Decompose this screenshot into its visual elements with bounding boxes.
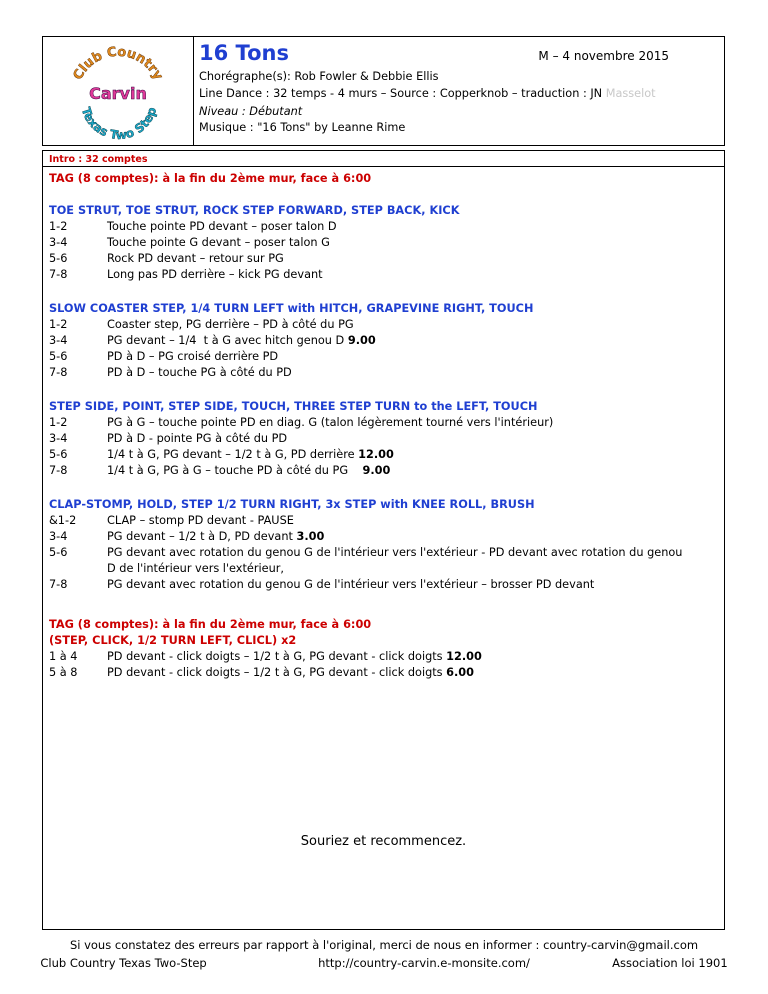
- step-count: 5-6: [49, 252, 68, 265]
- step-text: PD à D - pointe PG à côté du PD: [107, 432, 288, 445]
- step-text: Coaster step, PG derrière – PD à côté du PG: [107, 318, 354, 331]
- facing-direction: 12.00: [446, 650, 482, 663]
- level-line: Niveau : Débutant: [199, 105, 303, 118]
- header-box: [42, 36, 725, 146]
- svg-text:Club Country: [71, 45, 166, 83]
- step-description: [107, 545, 682, 561]
- facing-direction: 12.00: [358, 448, 394, 461]
- step-row: [49, 649, 482, 665]
- step-row: [49, 415, 554, 431]
- section-heading: STEP SIDE, POINT, STEP SIDE, TOUCH, THREE STEP TURN to the LEFT, TOUCH: [49, 400, 538, 413]
- step-count: 1-2: [49, 318, 68, 331]
- date-line: M – 4 novembre 2015: [538, 49, 669, 63]
- step-description: [107, 447, 394, 463]
- step-description: [107, 365, 292, 381]
- step-row: [49, 349, 537, 365]
- step-row: [49, 529, 537, 545]
- step-text: 1/4 t à G, PG devant – 1/2 t à G, PD derrière: [107, 448, 359, 461]
- translator-name: Masselot: [605, 87, 656, 100]
- step-text: PG devant avec rotation du genou G de l'intérieur vers l'extérieur - PD devant avec rotation du genou: [107, 546, 683, 559]
- step-count: 5 à 8: [49, 666, 78, 679]
- step-sheet: [42, 150, 725, 930]
- section-heading: TOE STRUT, TOE STRUT, ROCK STEP FORWARD, STEP BACK, KICK: [49, 204, 460, 217]
- step-text: PD à D – touche PG à côté du PD: [107, 366, 292, 379]
- step-row: [49, 665, 475, 681]
- line-info-text: Line Dance : 32 temps - 4 murs – Source : Copperknob – traduction : JN: [199, 87, 603, 100]
- step-text: Rock PD devant – retour sur PG: [107, 252, 284, 265]
- footer-club: Club Country Texas Two-Step: [40, 956, 207, 970]
- step-count: &1-2: [49, 514, 77, 527]
- step-count: 1 à 4: [49, 650, 78, 663]
- step-description: [107, 317, 354, 333]
- step-text: PG devant – 1/4 t à G avec hitch genou D: [107, 334, 348, 347]
- step-count: 1-2: [49, 416, 68, 429]
- step-text: 1/4 t à G, PG à G – touche PD à côté du PG: [107, 464, 363, 477]
- closing-text: Souriez et recommencez.: [300, 834, 467, 849]
- facing-direction: 6.00: [446, 666, 475, 679]
- tag-subtitle: (STEP, CLICK, 1/2 TURN LEFT, CLICL) x2: [49, 634, 297, 647]
- step-row: [49, 447, 537, 463]
- step-description: [107, 463, 390, 479]
- footer-assoc: Association loi 1901: [612, 956, 728, 970]
- step-text: Touche pointe PD devant – poser talon D: [107, 220, 337, 233]
- music-line: Musique : "16 Tons" by Leanne Rime: [199, 121, 406, 134]
- section-heading: SLOW COASTER STEP, 1/4 TURN LEFT with HITCH, GRAPEVINE RIGHT, TOUCH: [49, 302, 534, 315]
- logo-cell: [43, 37, 194, 145]
- step-text: PG devant avec rotation du genou G de l'intérieur vers l'extérieur – brosser PD devant: [107, 578, 595, 591]
- step-description: [107, 431, 287, 447]
- step-row: [49, 577, 595, 593]
- step-count: 5-6: [49, 448, 68, 461]
- step-section: [49, 497, 683, 593]
- facing-direction: 3.00: [296, 530, 325, 543]
- step-row: [49, 267, 537, 283]
- step-count: 3-4: [49, 530, 68, 543]
- dance-title: 16 Tons: [199, 41, 289, 65]
- step-row: [49, 545, 683, 561]
- footer-url[interactable]: http://country-carvin.e-monsite.com/: [318, 956, 530, 970]
- sections-container: [49, 203, 683, 611]
- facing-direction: 9.00: [362, 464, 391, 477]
- tag-title: TAG (8 comptes): à la fin du 2ème mur, face à 6:00: [49, 618, 372, 631]
- step-row: [49, 219, 537, 235]
- step-description: [107, 219, 337, 235]
- divider: [43, 166, 724, 167]
- logo-top-text: Club Country: [70, 44, 166, 83]
- footer-info: [0, 956, 768, 970]
- svg-text:Texas Two Step: [79, 105, 160, 142]
- tag-section: [49, 617, 482, 681]
- step-text: PD devant - click doigts – 1/2 t à G, PG devant - click doigts: [107, 666, 447, 679]
- step-count: 7-8: [49, 578, 68, 591]
- step-count: 3-4: [49, 236, 68, 249]
- step-description: [107, 333, 376, 349]
- step-count: 5-6: [49, 546, 68, 559]
- step-description: [107, 529, 324, 545]
- step-description: [107, 649, 482, 665]
- step-row: [49, 365, 537, 381]
- step-row: [49, 333, 537, 349]
- step-count: 3-4: [49, 432, 68, 445]
- step-text: PG devant – 1/2 t à D, PD devant: [107, 530, 297, 543]
- line-info: [199, 87, 656, 100]
- choreographer-line: Chorégraphe(s): Rob Fowler & Debbie Ellis: [199, 70, 439, 83]
- step-row: [49, 235, 537, 251]
- step-row: [49, 561, 537, 577]
- step-text: D de l'intérieur vers l'extérieur,: [107, 562, 284, 575]
- step-description: [107, 513, 294, 529]
- step-text: Long pas PD derrière – kick PG devant: [107, 268, 323, 281]
- step-section: [49, 301, 537, 381]
- step-text: PD devant - click doigts – 1/2 t à G, PG devant - click doigts: [107, 650, 447, 663]
- step-row: [49, 463, 537, 479]
- step-row: [49, 317, 537, 333]
- step-text: CLAP – stomp PD devant - PAUSE: [107, 514, 294, 527]
- club-logo-icon: [63, 39, 173, 143]
- logo-middle-text: Carvin: [89, 84, 147, 103]
- step-count: 7-8: [49, 366, 68, 379]
- step-description: [107, 235, 330, 251]
- step-count: 7-8: [49, 464, 68, 477]
- step-section: [49, 203, 537, 283]
- step-count: 1-2: [49, 220, 68, 233]
- step-description: [107, 349, 278, 365]
- step-description: [107, 251, 284, 267]
- step-count: 5-6: [49, 350, 68, 363]
- step-description: [107, 665, 474, 681]
- step-description: [107, 561, 284, 577]
- intro-line: Intro : 32 comptes: [49, 154, 148, 165]
- step-row: [49, 513, 537, 529]
- step-count: 7-8: [49, 268, 68, 281]
- step-row: [49, 251, 537, 267]
- step-text: PD à D – PG croisé derrière PD: [107, 350, 279, 363]
- tag-note: TAG (8 comptes): à la fin du 2ème mur, face à 6:00: [49, 172, 372, 185]
- step-row: [49, 431, 537, 447]
- logo-bottom-text: Texas Two Step: [78, 105, 160, 143]
- section-heading: CLAP-STOMP, HOLD, STEP 1/2 TURN RIGHT, 3x STEP with KNEE ROLL, BRUSH: [49, 498, 535, 511]
- step-description: [107, 577, 594, 593]
- step-description: [107, 415, 553, 431]
- step-text: PG à G – touche pointe PD en diag. G (talon légèrement tourné vers l'intérieur): [107, 416, 554, 429]
- step-section: [49, 399, 554, 479]
- step-description: [107, 267, 323, 283]
- facing-direction: 9.00: [347, 334, 376, 347]
- step-count: 3-4: [49, 334, 68, 347]
- footer-notice: Si vous constatez des erreurs par rapport à l'original, merci de nous en informer : country-carvin@gmail.com: [69, 938, 699, 952]
- step-text: Touche pointe G devant – poser talon G: [107, 236, 330, 249]
